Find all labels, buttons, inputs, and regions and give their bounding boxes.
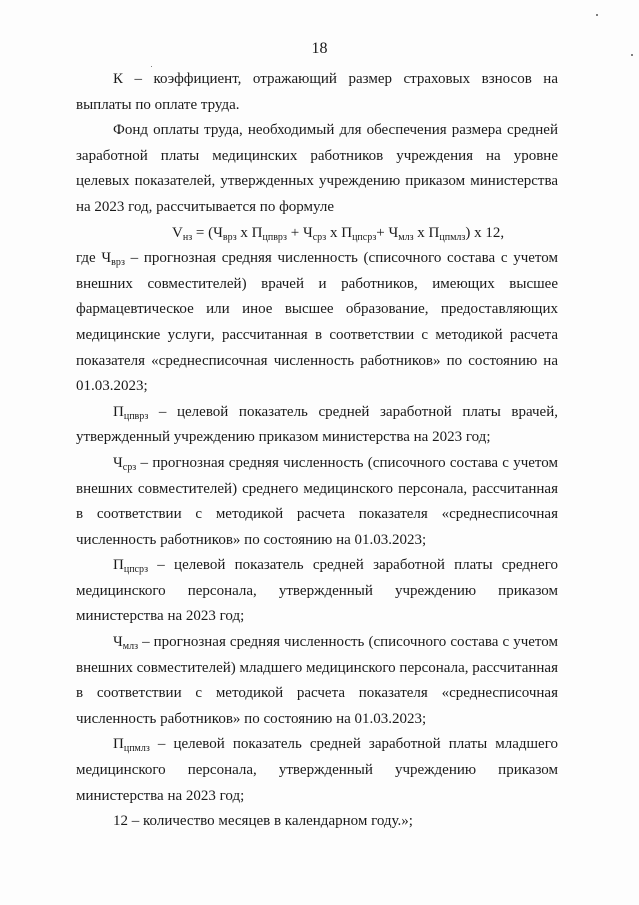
term-lead: П [113,557,124,574]
formula-ch2-sub: срз [312,231,327,243]
formula-x1: x П [236,224,263,241]
term-text: – целевой показатель средней заработной платы младшего медицинского персонала, утвержденный учреждению приказом министерства на 2023 год; [76,736,558,804]
scan-speck [596,14,598,16]
paragraph-chsrz [76,451,558,553]
paragraph-wage-fund: Фонд оплаты труда, необходимый для обеспечения размера средней заработной платы медицинских работников учреждения на уровне целевых показателей, утвержденных учреждению приказом министерства на 2023 год, рассчитывается по формуле [76,122,558,215]
term-text: – целевой показатель средней заработной платы врачей, утвержденный учреждению приказом министерства на 2023 год; [76,403,558,446]
formula-p1-sub: цпврз [262,231,287,243]
formula-p2-sub: цпсрз [352,231,377,243]
paragraph-coefficient-k: К – коэффициент, отражающий размер страховых взносов на выплаты по оплате труда. [76,71,558,113]
formula-plus2: + Ч [376,224,399,241]
document-body [76,67,558,835]
formula-plus1: + Ч [287,224,313,241]
formula-x2: x П [326,224,353,241]
scan-speck [151,66,152,67]
paragraph-pcpmlz [76,732,558,809]
paragraph-chvrz [76,246,558,400]
formula-ch3-sub: млз [398,231,414,243]
paragraph-months: 12 – количество месяцев в календарном году.»; [113,813,413,830]
formula [76,221,558,247]
formula-x3: x П [413,224,440,241]
paragraph-pcpsrz [76,553,558,630]
formula-v-sub: нз [182,231,193,243]
term-lead: П [113,736,124,753]
term-text: – прогнозная средняя численность (списочного состава с учетом внешних совместителей) врачей и работников, имеющих высшее фармацевтическое или иное высшее образование, предоставляющих медицинские услуги, рассчитанная в соответствии с методикой расчета показателя «среднесписочная численность работников» по состоянию на 01.03.2023; [76,250,558,395]
formula-eq: = (Ч [192,224,223,241]
term-sub: срз [122,461,137,473]
formula-v: V [172,224,183,241]
term-sub: врз [111,257,125,269]
scan-speck [631,54,633,56]
formula-tail: ) x 12, [465,224,505,241]
term-lead: Ч [113,454,123,471]
term-text: – прогнозная средняя численность (списочного состава с учетом внешних совместителей) младшего медицинского персонала, рассчитанная в соответствии с методикой расчета показателя «среднесписочная численность работников» по состоянию на 01.03.2023; [76,634,558,727]
paragraph-pcpvrz [76,400,558,451]
term-sub: млз [122,641,139,653]
formula-ch1-sub: врз [222,231,237,243]
term-sub: цпсрз [123,564,149,576]
term-sub: цпмлз [123,743,150,755]
term-sub: цпврз [123,410,149,422]
term-lead: Ч [113,634,123,651]
page-number: 18 [311,40,328,57]
term-text: – целевой показатель средней заработной платы среднего медицинского персонала, утвержденный учреждению приказом министерства на 2023 год; [76,557,558,625]
formula-p3-sub: цпмлз [439,231,466,243]
term-text: – прогнозная средняя численность (списочного состава с учетом внешних совместителей) среднего медицинского персонала, рассчитанная в соответствии с методикой расчета показателя «среднесписочная численность работников» по состоянию на 01.03.2023; [76,454,558,548]
term-lead: П [113,403,124,420]
term-lead: где Ч [76,250,112,267]
paragraph-chmlz [76,630,558,732]
